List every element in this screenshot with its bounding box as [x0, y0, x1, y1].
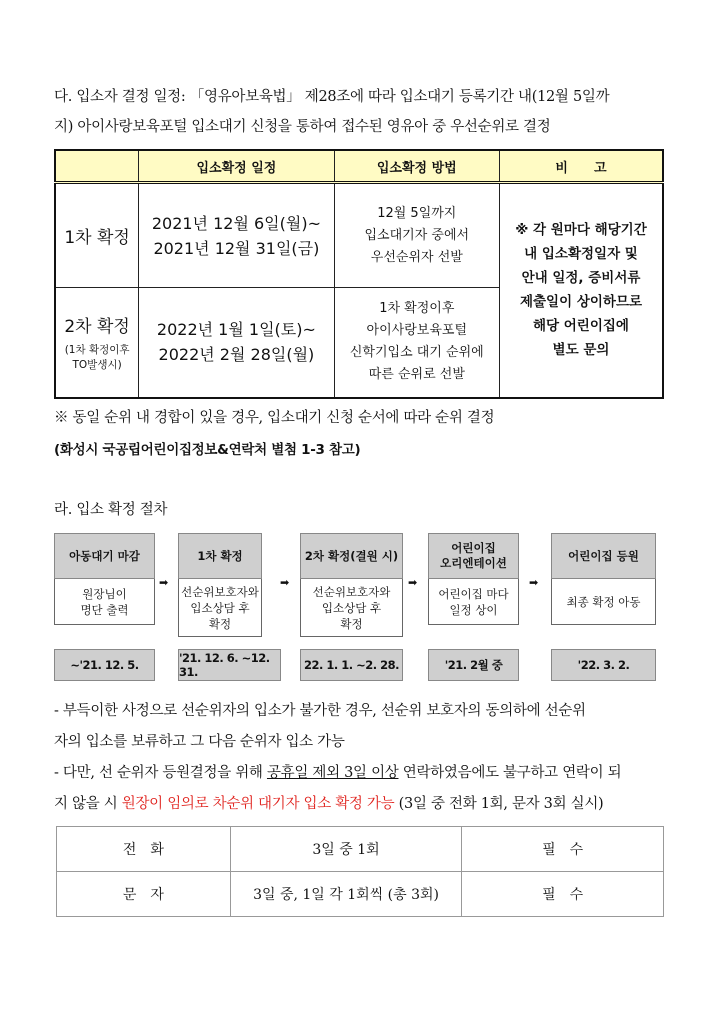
bullet-contact [54, 760, 684, 817]
flow-step-1-date: ~'21. 12. 5. [54, 649, 155, 681]
schedule-header-date: 입소확정 일정 [139, 150, 334, 183]
stage-1-method [334, 183, 499, 288]
tie-note: ※ 동일 순위 내 경합이 있을 경우, 입소대기 신청 순서에 따라 순위 결정 [54, 410, 495, 426]
bullet-contact-text: 연락하였음에도 불구하고 연락이 되 [398, 765, 622, 781]
schedule-note [499, 183, 663, 398]
stage-2-note: (1차 확정이후 TO발생시) [64, 343, 130, 371]
schedule-header-row [55, 150, 663, 183]
note-line: 제출일이 상이하므로 [519, 294, 643, 311]
stage-1-method-line: 입소대기자 중에서 [364, 227, 470, 243]
flow-step-4-title: 어린이집 오리엔테이션 [428, 533, 519, 579]
flow-step-5-title: 어린이집 등원 [551, 533, 656, 579]
arrow-right-icon: ➡ [408, 576, 418, 589]
flow-step-3-body: 선순위보호자와 입소상담 후 확정 [300, 579, 403, 637]
note-line: 해당 어린이집에 [532, 318, 629, 335]
note-line: 내 입소확정일자 및 [524, 246, 638, 263]
stage-1-date-end: 2021년 12월 31일(금) [153, 238, 320, 258]
contact-cell: 전 화 [57, 827, 231, 872]
flow-step-1-title: 아동대기 마감 [54, 533, 155, 579]
bullet-contact-line2 [54, 791, 684, 817]
contact-cell: 필 수 [462, 872, 664, 917]
section-ra-title: 라. 입소 확정 절차 [54, 502, 168, 518]
bullet-postpone-line2: 자의 입소를 보류하고 그 다음 순위자 입소 가능 [54, 734, 345, 750]
note-line: ※ 각 원마다 해당기간 [515, 222, 647, 239]
contact-cell: 3일 중 1회 [230, 827, 462, 872]
flow-step-3-title: 2차 확정(결원 시) [300, 533, 403, 579]
contact-table [56, 826, 664, 917]
stage-1-method-line: 우선순위자 선발 [370, 249, 463, 265]
bullet-contact-line1 [54, 760, 684, 786]
stage-1-label: 1차 확정 [64, 228, 130, 248]
flow-step-3-date: 22. 1. 1. ~2. 28. [300, 649, 403, 681]
section-da-text [54, 84, 684, 140]
schedule-header-note: 비 고 [499, 150, 663, 183]
stage-2-label: 2차 확정 [64, 316, 130, 337]
stage-2-date-start: 2022년 1월 1일(토)~ [156, 320, 316, 340]
bullet-postpone-line1: - 부득이한 사정으로 선순위자의 입소가 불가한 경우, 선순위 보호자의 동의하에 선순위 [54, 703, 586, 719]
bullet-contact-text: - 다만, 선 순위자 등원결정을 위해 [54, 765, 267, 781]
stage-1-dates [139, 183, 334, 288]
flow-step-4-date: '21. 2월 중 [428, 649, 519, 681]
section-da-line2: 지) 아이사랑보육포털 입소대기 신청을 통하여 접수된 영유아 중 우선순위로 결정 [54, 119, 551, 135]
schedule-header-method: 입소확정 방법 [334, 150, 499, 183]
stage-2-method [334, 288, 499, 398]
stage-2-date-end: 2022년 2월 28일(월) [158, 345, 315, 365]
flow-step-4-body: 어린이집 마다 일정 상이 [428, 579, 519, 625]
flow-step-2-title: 1차 확정 [178, 533, 262, 579]
flow-step-5-date: '22. 3. 2. [551, 649, 656, 681]
reference-note: (화성시 국공립어린이집정보&연락처 별첨 1-3 참고) [54, 442, 361, 458]
schedule-header-blank [55, 150, 139, 183]
stage-2-dates [139, 288, 334, 398]
stage-2-method-line: 따른 순위로 선발 [368, 367, 465, 383]
stage-2-method-line: 아이사랑보육포털 [366, 323, 468, 339]
bullet-postpone [54, 698, 684, 755]
bullet-contact-text: 지 않을 시 [54, 796, 122, 812]
arrow-right-icon: ➡ [159, 576, 169, 589]
flow-step-2-body: 선순위보호자와 입소상담 후 확정 [178, 579, 262, 637]
bullet-contact-underline: 공휴일 제외 3일 이상 [266, 765, 399, 781]
arrow-right-icon: ➡ [280, 576, 290, 589]
note-line: 별도 문의 [552, 342, 610, 359]
stage-2-method-line: 1차 확정이후 [379, 301, 455, 317]
arrow-right-icon: ➡ [529, 576, 539, 589]
stage-1-date-start: 2021년 12월 6일(월)~ [151, 213, 321, 233]
contact-row-phone [57, 827, 664, 872]
flow-step-1-body: 원장님이 명단 출력 [54, 579, 155, 625]
flow-step-2-date: '21. 12. 6. ~12. 31. [178, 649, 281, 681]
schedule-table [54, 149, 664, 399]
contact-cell: 필 수 [462, 827, 664, 872]
stage-2-method-line: 신학기입소 대기 순위에 [349, 345, 484, 361]
contact-cell: 문 자 [57, 872, 231, 917]
bullet-contact-highlight: 원장이 임의로 차순위 대기자 입소 확정 가능 [121, 796, 395, 812]
stage-1 [55, 183, 139, 288]
flow-step-5-body: 최종 확정 아동 [551, 579, 656, 625]
note-line: 안내 일정, 증비서류 [521, 270, 641, 287]
stage-2 [55, 288, 139, 398]
contact-row-sms [57, 872, 664, 917]
stage-1-method-line: 12월 5일까지 [377, 205, 457, 221]
section-da-line1: 다. 입소자 결정 일정: 「영유아보육법」 제28조에 따라 입소대기 등록기간 내(12월 5일까 [54, 89, 610, 105]
contact-cell: 3일 중, 1일 각 1회씩 (총 3회) [230, 872, 462, 917]
bullet-contact-text: (3일 중 전화 1회, 문자 3회 실시) [394, 796, 604, 812]
schedule-row-1 [55, 183, 663, 288]
